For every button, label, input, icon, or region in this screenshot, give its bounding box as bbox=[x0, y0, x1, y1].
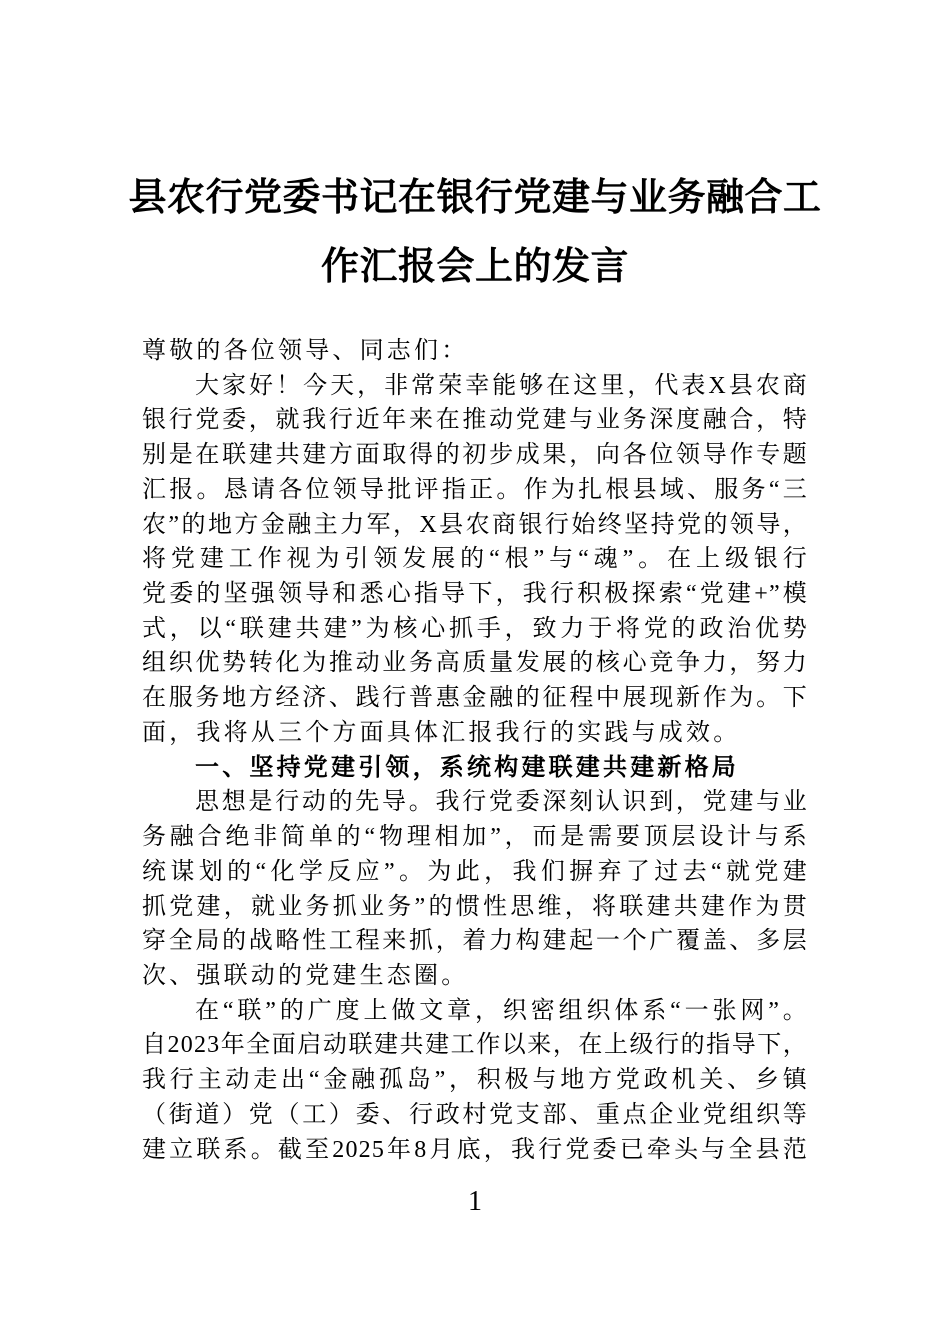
body-line: 尊敬的各位领导、同志们： bbox=[142, 338, 469, 364]
document-title bbox=[0, 164, 950, 302]
body-line: 汇报。恳请各位领导批评指正。作为扎根县域、服务“三 bbox=[142, 476, 808, 503]
body-line: 别是在联建共建方面取得的初步成果，向各位领导作专题 bbox=[142, 442, 808, 469]
body-line: 式，以“联建共建”为核心抓手，致力于将党的政治优势 bbox=[142, 615, 808, 642]
page-number: 1 bbox=[468, 1186, 482, 1217]
body-line: 农”的地方金融主力军，X县农商银行始终坚持党的领导， bbox=[142, 511, 808, 538]
body-line: 抓党建，就业务抓业务”的惯性思维，将联建共建作为贯 bbox=[142, 893, 808, 920]
body-line: 组织优势转化为推动业务高质量发展的核心竞争力，努力 bbox=[142, 650, 808, 677]
body-line: 党委的坚强领导和悉心指导下，我行积极探索“党建+”模 bbox=[142, 581, 808, 608]
body-line: 我行主动走出“金融孤岛”，积极与地方党政机关、乡镇 bbox=[142, 1067, 808, 1094]
body-line: 建立联系。截至2025年8月底，我行党委已牵头与全县范 bbox=[142, 1136, 808, 1163]
body-line: 思想是行动的先导。我行党委深刻认识到，党建与业 bbox=[195, 789, 808, 816]
body-line: 在服务地方经济、践行普惠金融的征程中展现新作为。下 bbox=[142, 685, 808, 712]
body-line: 将党建工作视为引领发展的“根”与“魂”。在上级银行 bbox=[142, 546, 808, 573]
body-line: 次、强联动的党建生态圈。 bbox=[142, 962, 469, 989]
body-line: 大家好！今天，非常荣幸能够在这里，代表X县农商 bbox=[195, 372, 808, 399]
document-title-line-1: 县农行党委书记在银行党建与业务融合工 bbox=[128, 177, 822, 219]
body-line: 穿全局的战略性工程来抓，着力构建起一个广覆盖、多层 bbox=[142, 928, 808, 955]
body-line: 在“联”的广度上做文章，织密组织体系“一张网”。 bbox=[195, 997, 808, 1024]
body-line: （街道）党（工）委、行政村党支部、重点企业党组织等 bbox=[142, 1101, 808, 1128]
body-text bbox=[142, 334, 808, 1167]
body-line: 一、坚持党建引领，系统构建联建共建新格局 bbox=[195, 754, 739, 781]
body-line: 务融合绝非简单的“物理相加”，而是需要顶层设计与系 bbox=[142, 824, 808, 851]
body-line: 统谋划的“化学反应”。为此，我们摒弃了过去“就党建 bbox=[142, 858, 808, 885]
body-line: 银行党委，就我行近年来在推动党建与业务深度融合，特 bbox=[142, 407, 808, 434]
document-title-line-2: 作汇报会上的发言 bbox=[320, 246, 629, 288]
body-line: 面，我将从三个方面具体汇报我行的实践与成效。 bbox=[142, 719, 741, 746]
body-line: 自2023年全面启动联建共建工作以来，在上级行的指导下， bbox=[142, 1032, 808, 1059]
